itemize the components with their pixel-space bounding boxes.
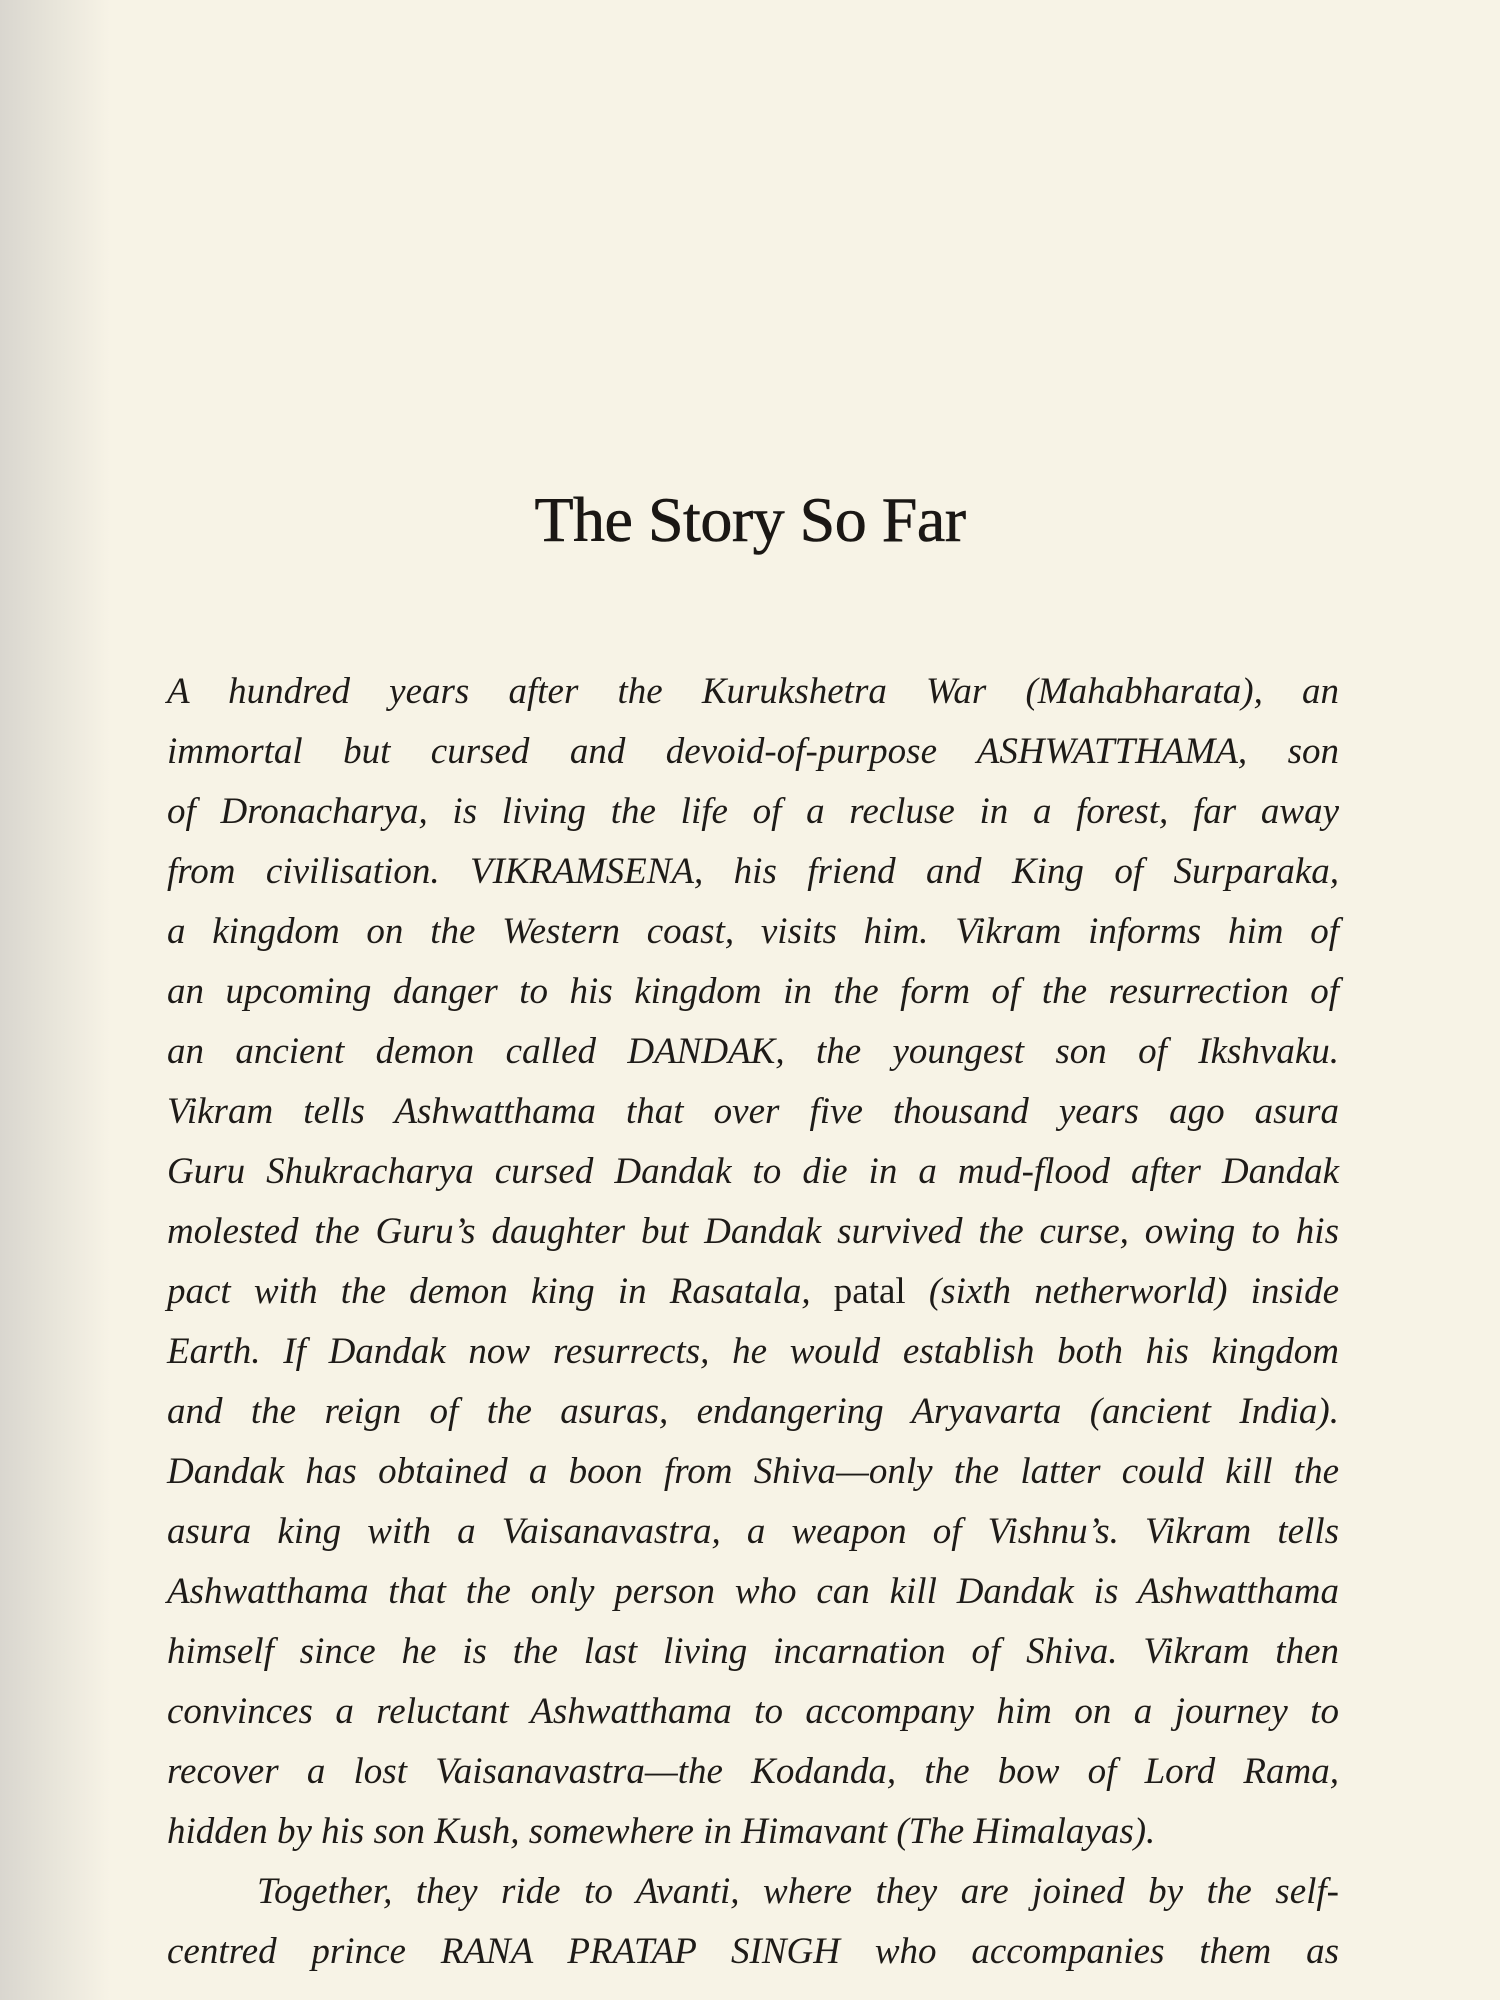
text-line: Earth. If Dandak now resurrects, he would establish both his kingdom [167,1331,1339,1372]
text-line: Guru Shukracharya cursed Dandak to die in a mud-flood after Dandak [167,1151,1339,1192]
text-line: a kingdom on the Western coast, visits him. Vikram informs him of [167,911,1339,952]
text-line: Ashwatthama that the only person who can kill Dandak is Ashwatthama [167,1571,1339,1612]
text-line: himself since he is the last living incarnation of Shiva. Vikram then [167,1631,1339,1672]
story-text [167,662,1339,1982]
text-line: centred prince RANA PRATAP SINGH who accompanies them as [167,1931,1339,1972]
text-line: hidden by his son Kush, somewhere in Himavant (The Himalayas). [167,1811,1156,1852]
text-line: Dandak has obtained a boon from Shiva—only the latter could kill the [167,1451,1339,1492]
text-line: of Dronacharya, is living the life of a recluse in a forest, far away [167,791,1339,832]
text-segment: (sixth netherworld) inside [905,1271,1339,1312]
text-line: an upcoming danger to his kingdom in the form of the resurrection of [167,971,1339,1012]
text-line: molested the Guru’s daughter but Dandak survived the curse, owing to his [167,1211,1339,1252]
text-line [167,1262,1339,1322]
text-line: and the reign of the asuras, endangering Aryavarta (ancient India). [167,1391,1339,1432]
text-line: convinces a reluctant Ashwatthama to accompany him on a journey to [167,1691,1339,1732]
text-line: an ancient demon called DANDAK, the youngest son of Ikshvaku. [167,1031,1339,1072]
text-line: A hundred years after the Kurukshetra War (Mahabharata), an [167,671,1339,712]
text-line: recover a lost Vaisanavastra—the Kodanda, the bow of Lord Rama, [167,1751,1339,1792]
text-line: from civilisation. VIKRAMSENA, his friend and King of Surparaka, [167,851,1339,892]
text-line: Vikram tells Ashwatthama that over five thousand years ago asura [167,1091,1339,1132]
text-line: Together, they ride to Avanti, where they are joined by the self- [257,1871,1339,1912]
roman-term: patal [833,1271,906,1312]
page-title: The Story So Far [534,483,966,555]
text-line: asura king with a Vaisanavastra, a weapon of Vishnu’s. Vikram tells [167,1511,1339,1552]
text-segment: pact with the demon king in Rasatala, [167,1271,834,1312]
text-line: immortal but cursed and devoid-of-purpose ASHWATTHAMA, son [167,731,1339,772]
page-gutter-shadow [0,0,110,2000]
